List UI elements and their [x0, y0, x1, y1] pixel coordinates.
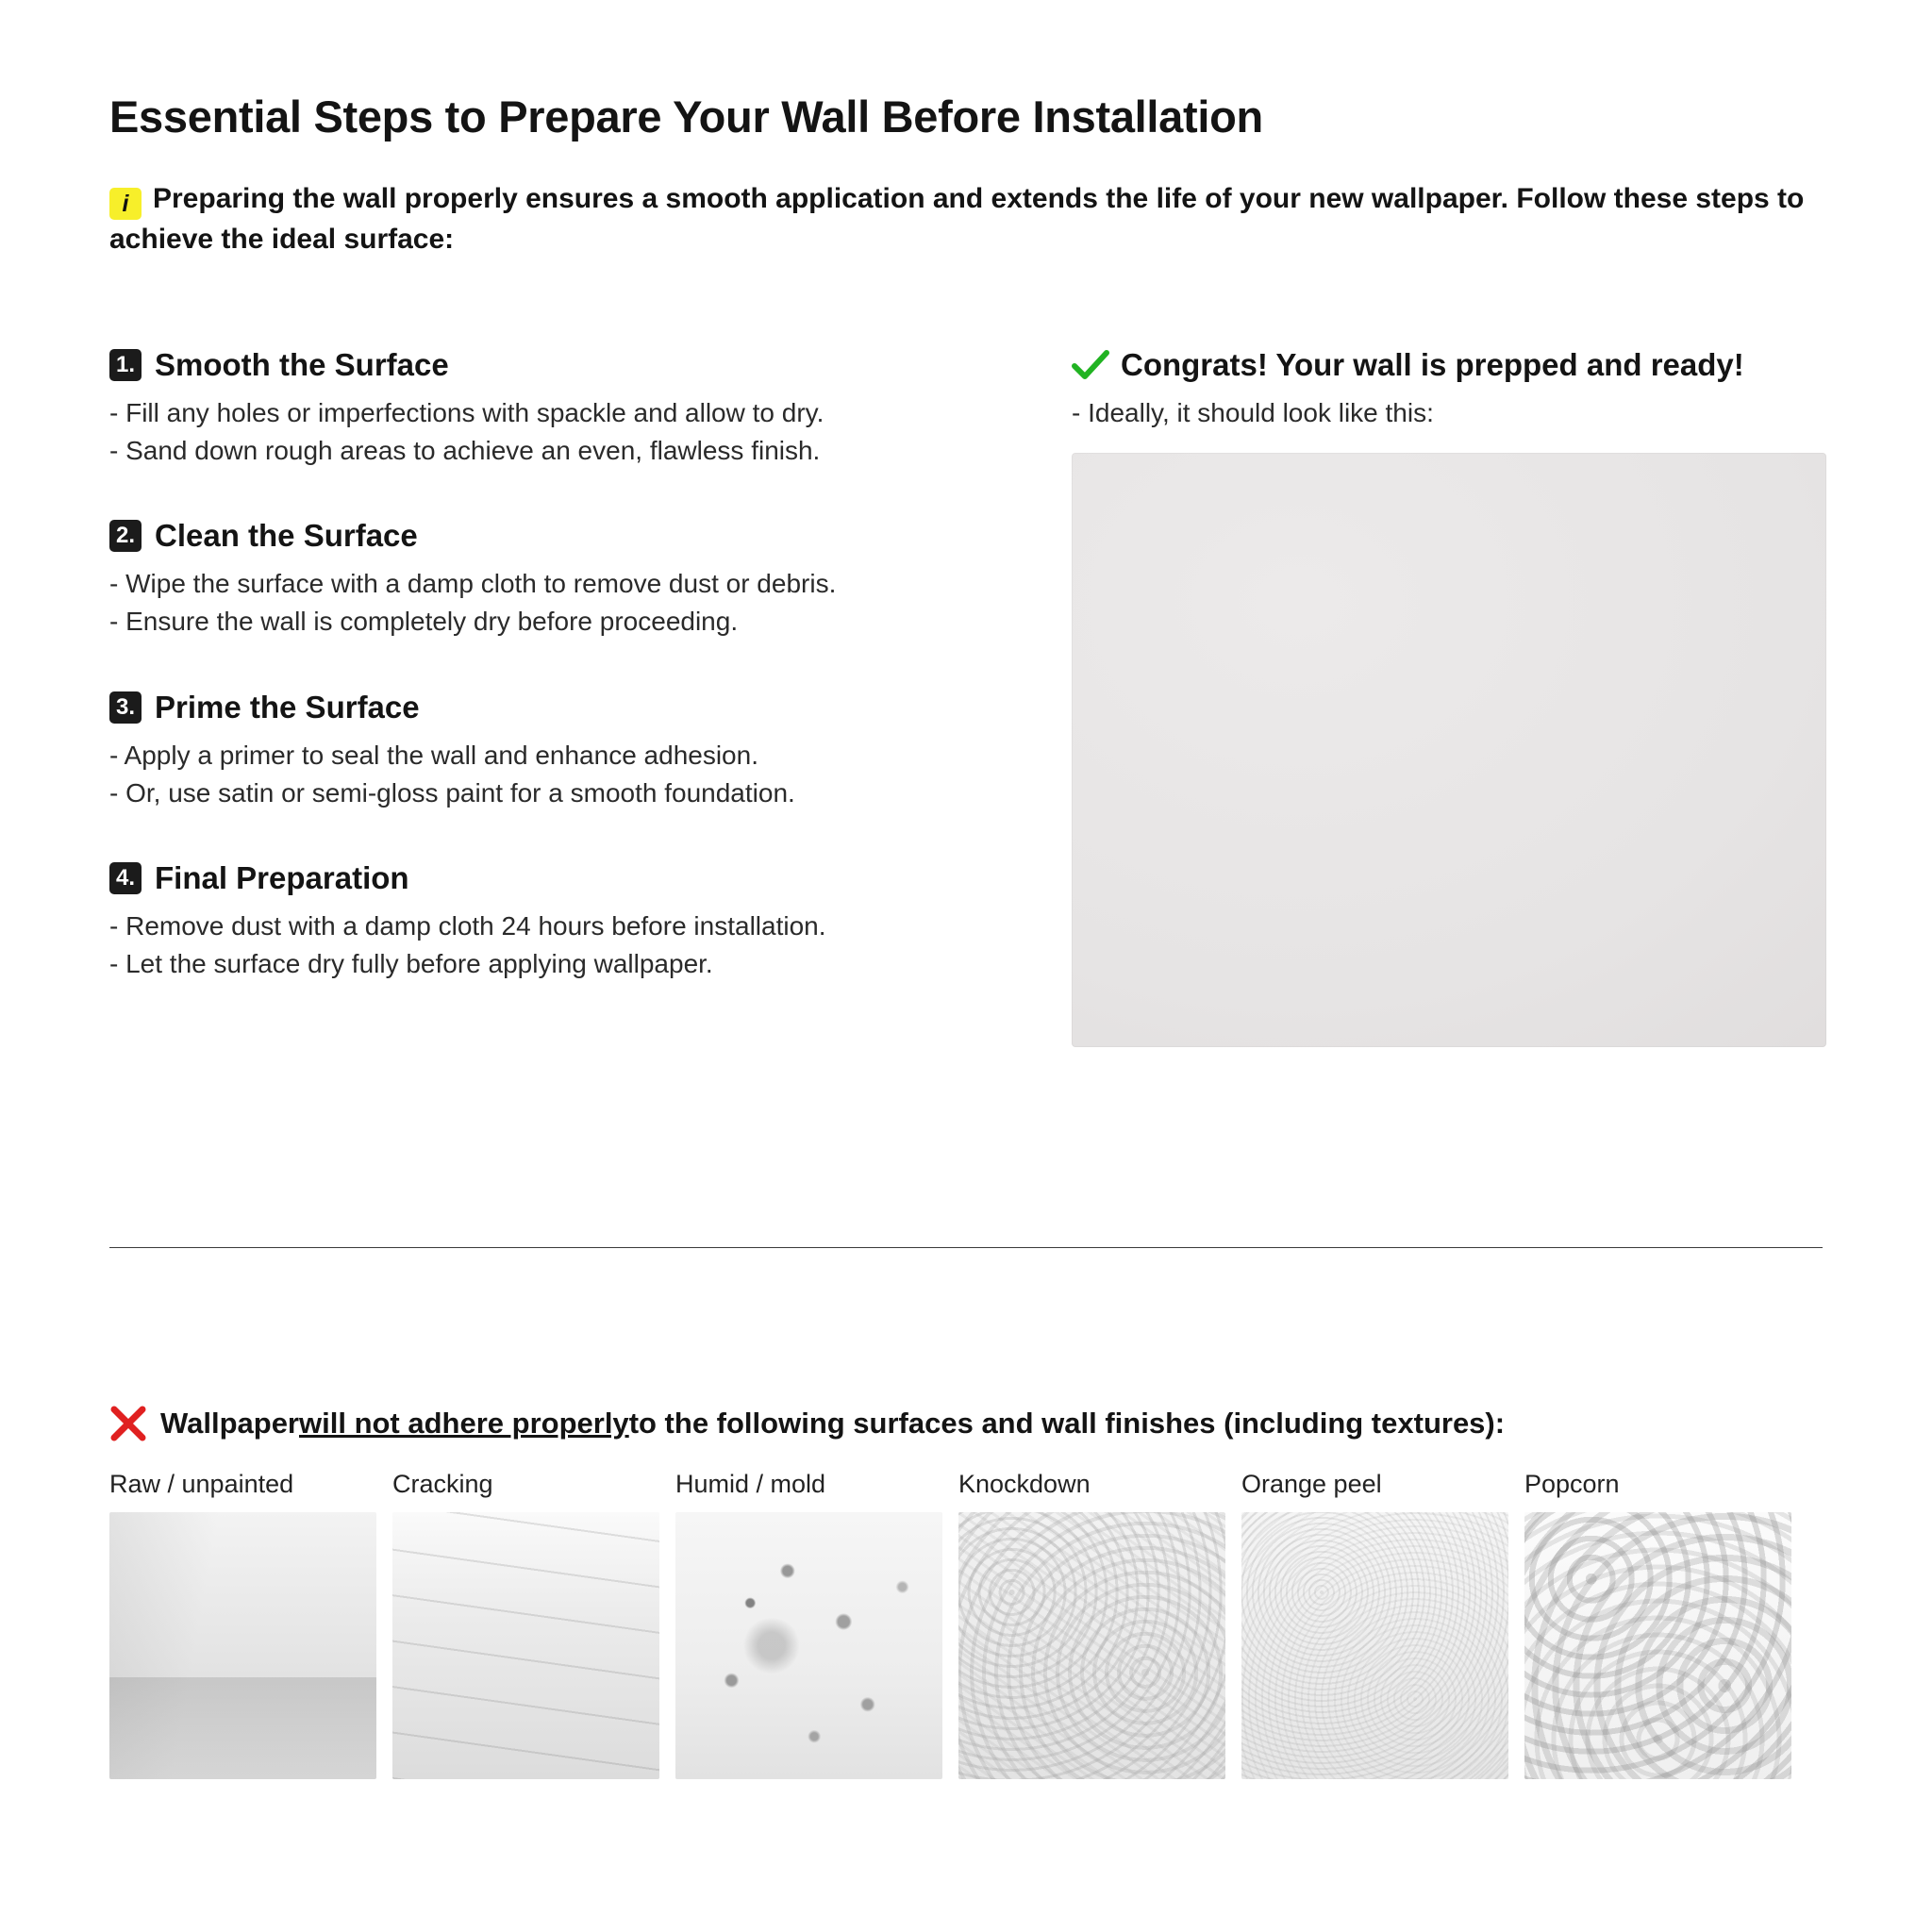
- bad-surfaces-section: [109, 1406, 1823, 1779]
- congrats-header: [1072, 347, 1826, 383]
- bad-heading-before: Wallpaper: [160, 1407, 299, 1440]
- congrats-column: [1053, 347, 1826, 1047]
- step-line: - Sand down rough areas to achieve an even, flawless finish.: [109, 435, 821, 465]
- check-icon: [1072, 349, 1109, 381]
- content-columns: [109, 347, 1823, 1047]
- bad-surface-image-popcorn: [1524, 1512, 1791, 1779]
- bad-surface-label: Knockdown: [958, 1470, 1091, 1498]
- step-line: - Wipe the surface with a damp cloth to remove dust or debris.: [109, 569, 837, 599]
- bad-surface-label: Humid / mold: [675, 1470, 826, 1498]
- step-item: [109, 347, 1053, 470]
- step-line: - Let the surface dry fully before applying wallpaper.: [109, 949, 713, 979]
- bad-surfaces-row: [109, 1470, 1823, 1779]
- congrats-subtitle: - Ideally, it should look like this:: [1072, 397, 1434, 427]
- intro-paragraph: [109, 179, 1817, 260]
- bad-surface-item: [1241, 1470, 1508, 1779]
- section-divider: [109, 1247, 1823, 1248]
- step-line: - Ensure the wall is completely dry before proceeding.: [109, 607, 739, 637]
- ideal-wall-swatch: [1072, 453, 1826, 1047]
- bad-surface-item: [109, 1470, 376, 1779]
- bad-surface-label: Orange peel: [1241, 1470, 1382, 1498]
- step-number-badge: 3.: [109, 691, 142, 724]
- step-line: - Apply a primer to seal the wall and enhance adhesion.: [109, 740, 758, 770]
- intro-text: Preparing the wall properly ensures a smooth application and extends the life of your new wallpaper. Follow these steps to achieve the ideal surface:: [109, 183, 1805, 256]
- step-line: - Or, use satin or semi-gloss paint for a smooth foundation.: [109, 777, 795, 808]
- steps-column: [109, 347, 1053, 1047]
- bad-surface-image-cracking: [392, 1512, 659, 1779]
- bad-surface-label: Cracking: [392, 1470, 493, 1498]
- congrats-title: Congrats! Your wall is prepped and ready!: [1121, 346, 1744, 382]
- bad-surface-image-humid-mold: [675, 1512, 942, 1779]
- step-number-badge: 4.: [109, 862, 142, 894]
- step-item: [109, 860, 1053, 983]
- step-item: [109, 690, 1053, 812]
- bad-surface-item: [1524, 1470, 1791, 1779]
- info-icon: i: [109, 188, 142, 220]
- x-icon: [109, 1406, 147, 1441]
- step-line: - Fill any holes or imperfections with spackle and allow to dry.: [109, 397, 824, 427]
- bad-heading-after: to the following surfaces and wall finishes (including textures):: [628, 1407, 1506, 1440]
- step-number-badge: 1.: [109, 349, 142, 381]
- bad-surfaces-heading: [109, 1406, 1823, 1441]
- bad-surface-image-raw-unpainted: [109, 1512, 376, 1779]
- step-title: Smooth the Surface: [155, 346, 449, 382]
- step-title: Final Preparation: [155, 860, 409, 896]
- step-item: [109, 518, 1053, 641]
- bad-surface-label: Raw / unpainted: [109, 1470, 294, 1498]
- step-line: - Remove dust with a damp cloth 24 hours before installation.: [109, 911, 826, 941]
- step-header: [109, 347, 1053, 383]
- step-number-badge: 2.: [109, 520, 142, 552]
- step-header: [109, 690, 1053, 725]
- bad-surface-image-orange-peel: [1241, 1512, 1508, 1779]
- step-header: [109, 518, 1053, 554]
- bad-surface-label: Popcorn: [1524, 1470, 1620, 1498]
- bad-surface-image-knockdown: [958, 1512, 1225, 1779]
- step-title: Prime the Surface: [155, 689, 420, 724]
- bad-heading-underlined: will not adhere properly: [299, 1407, 629, 1440]
- bad-surface-item: [392, 1470, 659, 1779]
- bad-surface-item: [958, 1470, 1225, 1779]
- step-title: Clean the Surface: [155, 518, 418, 554]
- step-header: [109, 860, 1053, 896]
- bad-surface-item: [675, 1470, 942, 1779]
- page-title: Essential Steps to Prepare Your Wall Before Installation: [109, 92, 1263, 142]
